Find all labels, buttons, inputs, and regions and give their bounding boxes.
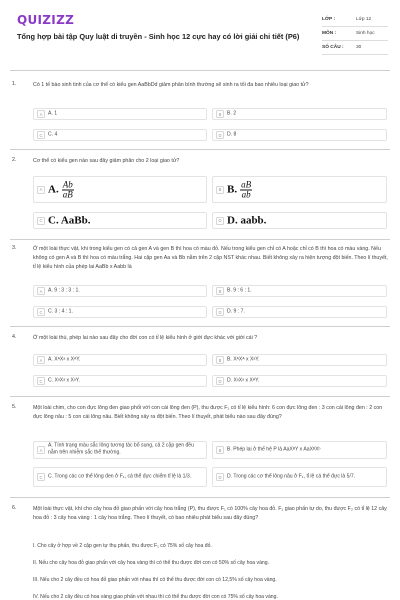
statement-4: IV. Nếu cho 2 cây đều có hoa vàng giao phấn với nhau thì có thể thu được đời con có 75% số cây hoa vàng. xyxy=(33,594,278,600)
option-b[interactable] xyxy=(212,441,387,459)
option-text: A. Tính trạng màu sắc lông tương tác bổ sung, cả 2 cặp gen đều nằm trên nhiễm sắc thể thường. xyxy=(48,442,194,456)
divider xyxy=(10,326,390,327)
option-letter: A xyxy=(37,446,45,454)
option-letter: C xyxy=(37,473,45,481)
option-letter: D xyxy=(216,473,224,481)
option-letter: A xyxy=(37,287,45,295)
question-text: Cơ thể có kiểu gen nào sau đây giảm phân cho 2 loại giao tử? xyxy=(33,158,180,164)
statement-3: III. Nếu cho 2 cây đều có hoa đỏ giao phấn với nhau thì có thể thu được đời con có 12,5% số cây hoa vàng. xyxy=(33,577,277,583)
option-text: B. Phép lai ở thế hệ P là AaXᴮY x AaXᴮXᵇ xyxy=(227,446,321,453)
option-letter: C xyxy=(37,131,45,139)
divider xyxy=(10,396,390,397)
option-b[interactable] xyxy=(212,354,387,366)
genotype-fraction: $\frac{aB}{ab}$ xyxy=(241,179,252,199)
statement-1: I. Cho cây ở hợp về 2 cặp gen tự thụ phấn, thu được F₁ có 75% số cây hoa đỏ. xyxy=(33,543,212,549)
option-c[interactable] xyxy=(33,375,207,387)
question-text: Một loài chim, cho con đực lông đen giao phối với con cái lông đen (P), thu được F₁ có tỉ lệ kiểu hình: 6 con đực lông đen : 3 con cái lông đen : 2 con đực lông nâu : 5 con cái lông nâu. Biết không xảy ra đột biến. Theo lí thuyết, phát biểu nào sau đây đúng? xyxy=(33,405,383,420)
option-a[interactable] xyxy=(33,441,207,459)
option-a[interactable] xyxy=(33,354,207,366)
option-text: C. 4 xyxy=(48,131,58,138)
question-number: 3. xyxy=(12,245,17,251)
option-text: C. Trong các cơ thể lông đen ở F₁, cá thể đực chiếm tỉ lệ là 1/3. xyxy=(48,473,192,480)
question-6 xyxy=(12,505,392,600)
option-letter: B xyxy=(216,110,224,118)
option-b[interactable] xyxy=(212,176,387,203)
meta-value: Lớp 12 xyxy=(356,17,372,22)
option-text: B. 9 : 6 : 1. xyxy=(227,287,252,294)
divider xyxy=(10,70,390,71)
option-text: B. 2 xyxy=(227,110,237,117)
question-2 xyxy=(12,157,392,167)
divider xyxy=(10,149,390,150)
option-letter: A xyxy=(37,356,45,364)
option-letter: C xyxy=(37,308,45,316)
option-a[interactable] xyxy=(33,108,207,120)
option-b[interactable] xyxy=(212,108,387,120)
meta-key: SỐ CÂU : xyxy=(322,45,344,50)
option-c[interactable] xyxy=(33,467,207,487)
option-letter: C xyxy=(37,377,45,385)
quizizz-logo: QUIZIZZ xyxy=(17,13,75,27)
option-text: A. XᴬXᵃ x XᴬY. xyxy=(48,356,81,363)
option-d[interactable] xyxy=(212,212,387,229)
question-number: 4. xyxy=(12,334,17,340)
meta-table xyxy=(322,13,388,55)
option-letter: A xyxy=(37,110,45,118)
option-text: A. $\frac{Ab}{aB}$ xyxy=(48,179,73,199)
option-c[interactable] xyxy=(33,306,207,318)
question-text: Một loài thực vật, khi cho cây hoa đỏ giao phấn với cây hoa trắng (P), thu được F₁ có 100% cây hoa đỏ. F₁ giao phấn tự do, thu được F₂ có tỉ lệ 12 cây hoa đỏ : 3 cây hoa vàng : 1 cây hoa trắng. Theo lí thuyết, có bao nhiêu phát biểu sau đây đúng? xyxy=(33,506,387,521)
question-4 xyxy=(12,334,392,344)
worksheet-header xyxy=(0,0,400,62)
option-text: C. AaBb. xyxy=(48,213,91,226)
meta-value: 30 xyxy=(356,45,362,50)
question-text: Ở một loài thú, phép lai nào sau đây cho đời con có tỉ lệ kiểu hình ở giới đực khác với giới cái ? xyxy=(33,335,258,341)
option-text: C. 3 : 4 : 1. xyxy=(48,308,73,315)
question-number: 2. xyxy=(12,157,17,163)
meta-row-class xyxy=(322,13,388,27)
option-text: D. 8 xyxy=(227,131,237,138)
question-number: 6. xyxy=(12,505,17,511)
option-letter: D xyxy=(216,217,224,225)
meta-row-count xyxy=(322,41,388,55)
question-number: 1. xyxy=(12,81,17,87)
option-a[interactable] xyxy=(33,176,207,203)
option-letter: A xyxy=(37,186,45,194)
option-letter: C xyxy=(37,217,45,225)
option-d[interactable] xyxy=(212,129,387,141)
option-letter: B xyxy=(216,356,224,364)
meta-row-subject xyxy=(322,27,388,41)
question-text: Có 1 tế bào sinh tinh của cơ thể có kiểu gen AaBbDd giảm phân bình thường sẽ sinh ra tối đa bao nhiêu loại giao tử? xyxy=(33,82,309,88)
option-letter: D xyxy=(216,308,224,316)
divider xyxy=(10,497,390,498)
option-text: B. $\frac{aB}{ab}$ xyxy=(227,179,252,199)
option-text: D. XᵃXᵃ x XᴬY. xyxy=(227,377,260,384)
meta-value: Sinh học xyxy=(356,31,375,36)
option-letter: B xyxy=(216,186,224,194)
option-d[interactable] xyxy=(212,467,387,487)
option-letter: D xyxy=(216,377,224,385)
option-letter: B xyxy=(216,287,224,295)
option-text: A. 1 xyxy=(48,110,58,117)
option-a[interactable] xyxy=(33,285,207,297)
meta-key: MÔN : xyxy=(322,31,337,36)
statement-2: II. Nếu cho cây hoa đỏ giao phấn với cây hoa vàng thì có thể thu được đời con có 50% số cây hoa vàng. xyxy=(33,560,270,566)
question-number: 5. xyxy=(12,404,17,410)
meta-key: LỚP : xyxy=(322,17,336,22)
option-c[interactable] xyxy=(33,129,207,141)
option-text: A. 9 : 3 : 3 : 1. xyxy=(48,287,80,294)
option-d[interactable] xyxy=(212,306,387,318)
option-letter: D xyxy=(216,131,224,139)
option-text: D. 9 : 7. xyxy=(227,308,245,315)
page-title: Tổng hợp bài tập Quy luật di truyền - Sinh học 12 cực hay có lời giải chi tiết (P6) xyxy=(17,32,300,41)
option-b[interactable] xyxy=(212,285,387,297)
question-text: Ở một loài thực vật, khi trong kiểu gen có cả gen A và gen B thì hoa có màu đỏ. Nếu trong kiểu gen chỉ có A hoặc chỉ có B thì hoa có màu vàng. Nếu không có gen A và B thì hoa có màu trắng. Hai cặp gen Aa và Bb nằm trên 2 cặp NST khác nhau. Biết không xảy ra hiện tượng đột biến. Theo lí thuyết, tỉ lệ kiểu hình của phép lai AaBb x Aabb là xyxy=(33,246,388,270)
genotype-fraction: $\frac{Ab}{aB}$ xyxy=(62,179,73,199)
option-text: D. Trong các cơ thể lông nâu ở F₁, tỉ lệ cá thể đực là 5/7. xyxy=(227,473,356,480)
question-3 xyxy=(12,245,392,275)
divider xyxy=(10,239,390,240)
question-5 xyxy=(12,404,392,434)
option-text: D. aabb. xyxy=(227,213,267,226)
option-letter: B xyxy=(216,446,224,454)
option-c[interactable] xyxy=(33,212,207,229)
option-text: C. XᵃXᵃ x XᵃY. xyxy=(48,377,80,384)
option-text: B. XᴬXᴬ x XᵃY. xyxy=(227,356,260,363)
option-d[interactable] xyxy=(212,375,387,387)
